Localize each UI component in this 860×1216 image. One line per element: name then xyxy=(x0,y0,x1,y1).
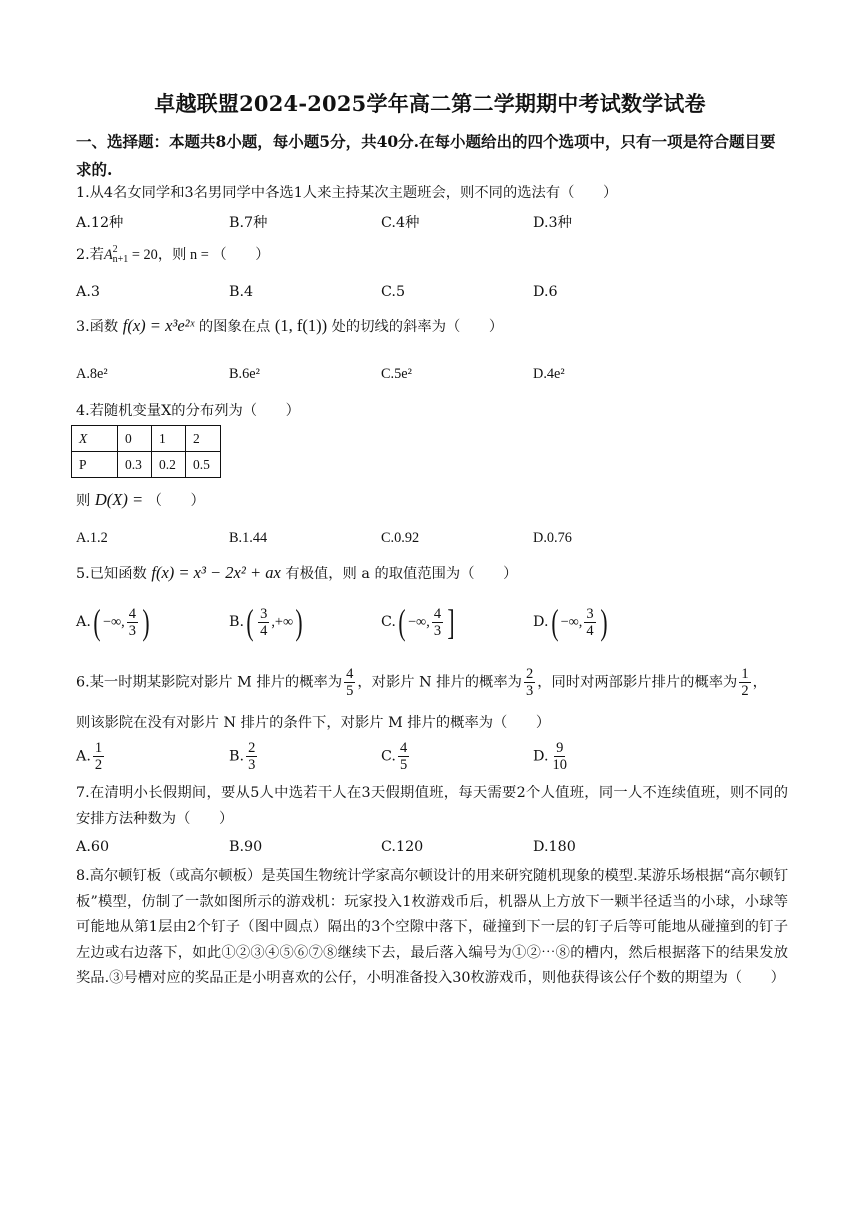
table-cell: 2 xyxy=(186,426,221,452)
q5-option-b: B.( $\frac{3}{4}$ ,+∞) xyxy=(229,602,303,642)
q5-function: f(x) = x³ − 2x² + ax xyxy=(151,563,281,582)
question-2-stem xyxy=(76,244,270,265)
q5-option-d: D.( −∞, $\frac{3}{4}$ ) xyxy=(533,602,608,642)
q7-option-b: B.90 xyxy=(229,839,263,855)
q4-option-c: C.0.92 xyxy=(381,530,420,546)
table-cell: 0 xyxy=(118,426,152,452)
q3-option-c: C.5e² xyxy=(381,366,412,382)
q6-option-c: C. $\frac{4}{5}$ xyxy=(381,740,408,773)
q6-option-d: D. $\frac{9}{10}$ xyxy=(533,740,567,773)
q3-option-a: A.8e² xyxy=(76,366,108,382)
question-5-stem xyxy=(76,563,517,583)
q1-option-d: D.3种 xyxy=(533,215,572,231)
q2-option-c: C.5 xyxy=(381,284,406,300)
table-cell: X xyxy=(72,426,118,452)
question-8-stem: 8.高尔顿钉板（或高尔顿板）是英国生物统计学家高尔顿设计的用来研究随机现象的模型.某游乐场根据“高尔顿钉板”模型，仿制了一款如图所示的游戏机：玩家投入1枚游戏币后，机器从上方放下一颗半径适当的小球，小球等可能地从第1层由2个钉子（图中圆点）隔出的3个空隙中落下，碰撞到下一层的钉子后等可能地从碰撞到的钉子左边或右边落下，如此①②③④⑤⑥⑦⑧继续下去，最后落入编号为①②⋯⑧的槽内，然后根据落下的结果发放奖品.③号槽对应的奖品正是小明喜欢的公仔，小明准备投入30枚游戏币，则他获得该公仔个数的期望为（ ） xyxy=(76,868,788,986)
q4-option-d: D.0.76 xyxy=(533,530,572,546)
q3-prefix: 3.函数 xyxy=(76,319,119,335)
q3-function: f(x) = x³e²ˣ xyxy=(122,316,195,335)
q6-option-a: A. $\frac{1}{2}$ xyxy=(76,740,103,773)
table-cell: 1 xyxy=(152,426,186,452)
q7-option-a: A.60 xyxy=(76,839,110,855)
q2-option-b: B.4 xyxy=(229,284,254,300)
section-heading: 一、选择题：本题共8小题，每小题5分，共40分.在每小题给出的四个选项中，只有一项是符合题目要求的. xyxy=(76,132,776,179)
q1-option-b: B.7种 xyxy=(229,215,268,231)
q4-ask xyxy=(76,490,205,510)
question-6-line-2: 则该影院在没有对影片 N 排片的条件下，对影片 M 排片的概率为（ ） xyxy=(76,715,551,731)
question-1-stem: 1.从4名女同学和3名男同学中各选1人来主持某次主题班会，则不同的选法有（ ） xyxy=(76,185,618,201)
q3-mid: 的图象在点 xyxy=(198,319,271,335)
q1-option-c: C.4种 xyxy=(381,215,420,231)
q4-ask-suffix: （ ） xyxy=(147,493,205,509)
q3-option-b: B.6e² xyxy=(229,366,260,382)
question-4-stem: 4.若随机变量X的分布列为（ ） xyxy=(76,403,300,419)
table-cell: 0.2 xyxy=(152,452,186,478)
q7-option-d: D.180 xyxy=(533,839,576,855)
q2-perm-sub: n+1 xyxy=(112,254,129,265)
q2-option-d: D.6 xyxy=(533,284,558,300)
question-6-stem: 6.某一时期某影院对影片 M 排片的概率为 $\frac{4}{5}$ ，对影片 N 排片的概率为 $\frac{2}{3}$ ，同时对两部影片排片的概率为 $\frac{1}{2}$ ， xyxy=(76,666,767,699)
table-row xyxy=(72,426,221,452)
table-cell: P xyxy=(72,452,118,478)
question-7-stem: 7.在清明小长假期间，要从5人中选若干人在3天假期值班，每天需要2个人值班，同一人不连续值班，则不同的安排方法种数为（ ） xyxy=(76,785,788,827)
q3-suffix: 处的切线的斜率为（ ） xyxy=(331,319,504,335)
q3-point: (1, f(1)) xyxy=(274,316,328,335)
table-cell: 0.5 xyxy=(186,452,221,478)
q1-option-a: A.12种 xyxy=(76,215,124,231)
q6-option-b: B. $\frac{2}{3}$ xyxy=(229,740,256,773)
exam-title: 卓越联盟2024-2025学年高二第二学期期中考试数学试卷 xyxy=(154,91,706,116)
q4-option-a: A.1.2 xyxy=(76,530,108,546)
distribution-table xyxy=(71,425,221,478)
q2-equation: = 20，则 n = （ ） xyxy=(128,247,270,263)
q4-option-b: B.1.44 xyxy=(229,530,268,546)
q2-perm-sup: 2 xyxy=(112,244,118,255)
q5-option-a: A.( −∞, $\frac{4}{3}$ ) xyxy=(76,602,150,642)
q4-ask-prefix: 则 xyxy=(76,493,91,509)
q3-option-d: D.4e² xyxy=(533,366,565,382)
table-cell: 0.3 xyxy=(118,452,152,478)
q2-prefix: 2.若 xyxy=(76,247,104,263)
q2-perm-symbol: A xyxy=(103,247,113,263)
q5-suffix: 有极值，则 a 的取值范围为（ ） xyxy=(285,566,518,582)
q2-option-a: A.3 xyxy=(76,284,100,300)
q4-variance: D(X) = xyxy=(94,490,144,509)
q5-option-c: C.( −∞, $\frac{4}{3}$ ] xyxy=(381,602,455,642)
table-row xyxy=(72,452,221,478)
question-3-stem xyxy=(76,316,503,336)
q7-option-c: C.120 xyxy=(381,839,424,855)
q5-prefix: 5.已知函数 xyxy=(76,566,147,582)
